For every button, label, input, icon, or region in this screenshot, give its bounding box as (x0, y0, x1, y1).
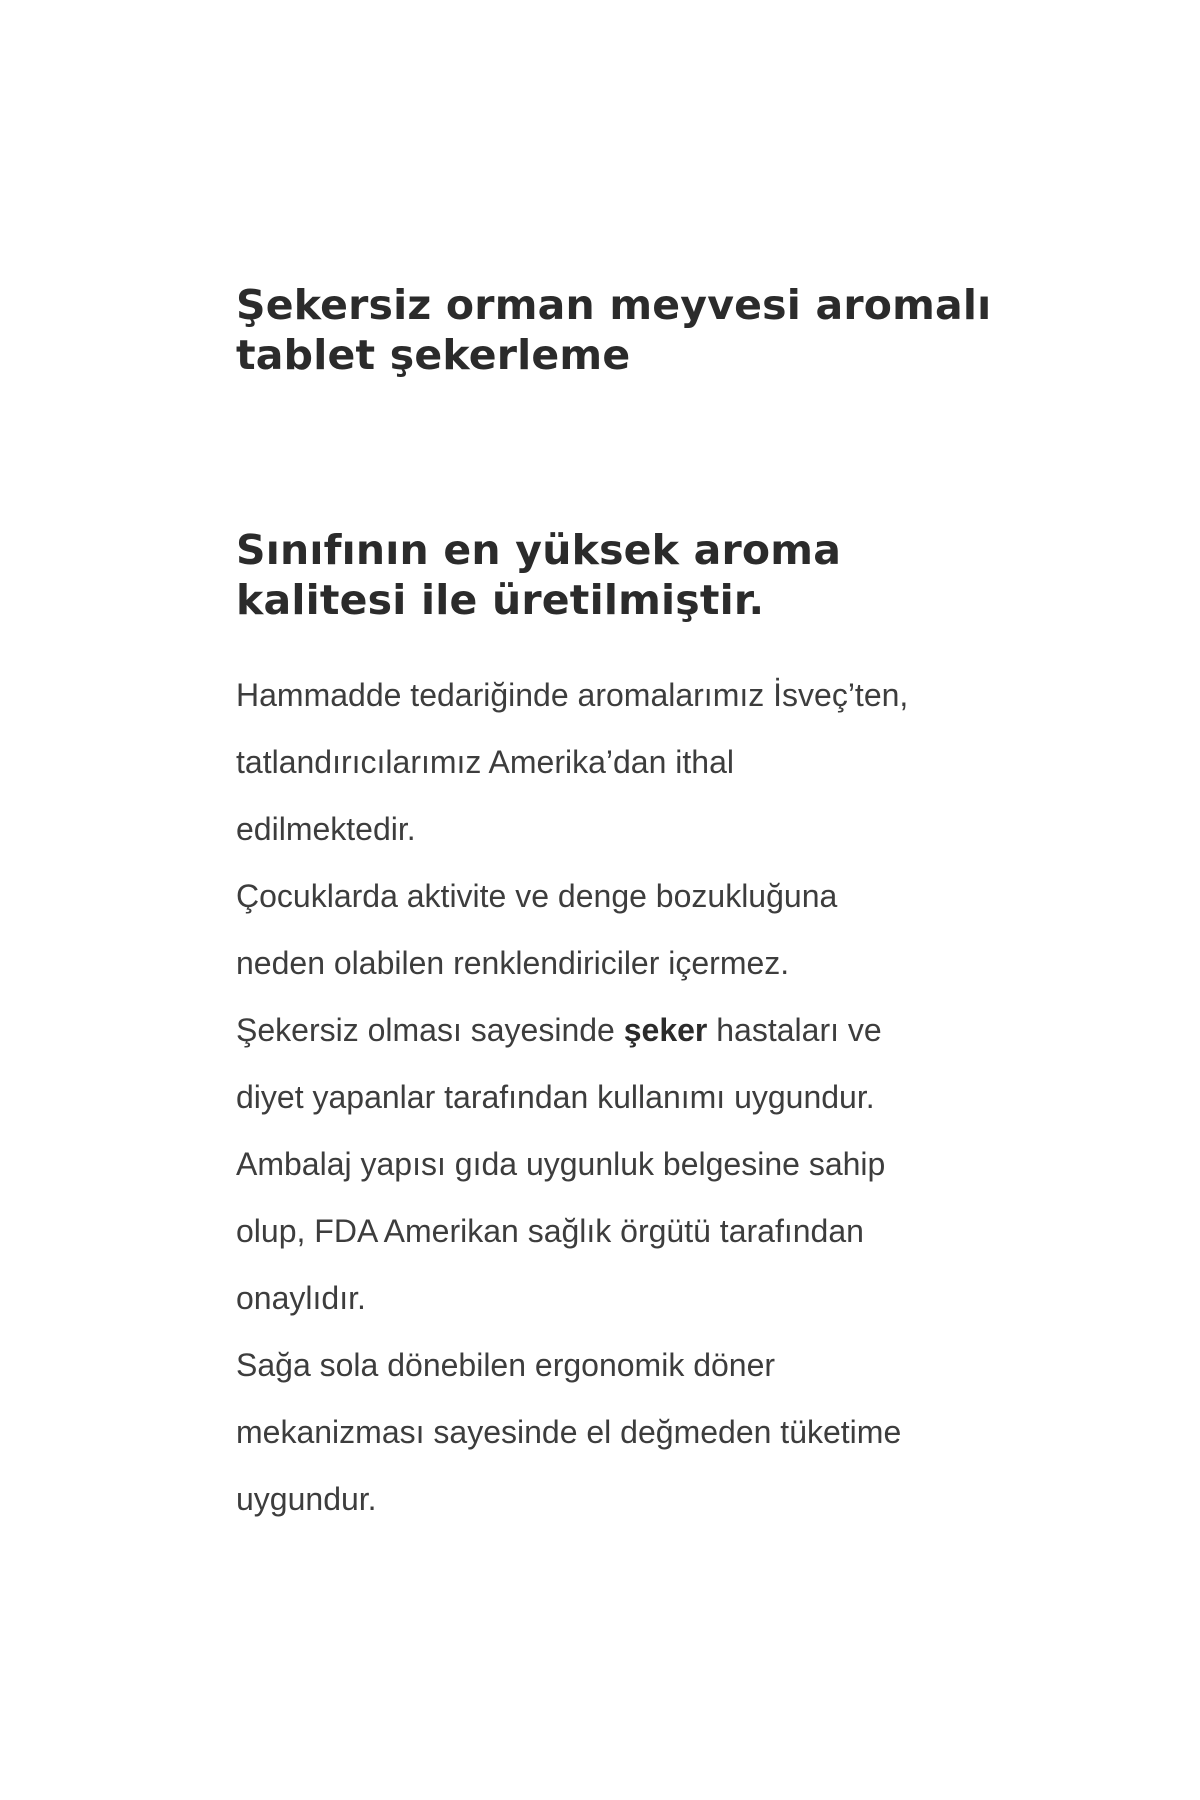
section-heading (236, 525, 1036, 625)
description-line: Çocuklarda aktivite ve denge bozukluğuna (236, 878, 838, 914)
description-line-with-bold (236, 997, 1036, 1064)
description-line: Hammadde tedariğinde aromalarımız İsveç’ten, (236, 677, 909, 713)
description-line: tatlandırıcılarımız Amerika’dan ithal (236, 744, 734, 780)
description-line: Sağa sola dönebilen ergonomik döner (236, 1347, 776, 1383)
description-line: edilmektedir. (236, 811, 416, 847)
description-line: onaylıdır. (236, 1280, 366, 1316)
description-fragment: Şekersiz olması sayesinde (236, 1012, 624, 1048)
product-description (236, 662, 1036, 1533)
description-line: neden olabilen renklendiriciler içermez. (236, 945, 790, 981)
section-heading-line-2: kalitesi ile üretilmiştir. (236, 576, 765, 624)
description-fragment: hastaları ve (707, 1012, 882, 1048)
product-title-line-1: Şekersiz orman meyvesi aromalı (236, 281, 992, 329)
section-heading-line-1: Sınıfının en yüksek aroma (236, 526, 842, 574)
description-line: mekanizması sayesinde el değmeden tüketime (236, 1414, 902, 1450)
description-line: olup, FDA Amerikan sağlık örgütü tarafından (236, 1213, 864, 1249)
description-line: Ambalaj yapısı gıda uygunluk belgesine sahip (236, 1146, 886, 1182)
product-title-line-2: tablet şekerleme (236, 331, 631, 379)
bold-keyword: şeker (623, 1012, 708, 1048)
description-line: uygundur. (236, 1481, 377, 1517)
description-line: diyet yapanlar tarafından kullanımı uygundur. (236, 1079, 875, 1115)
product-title (236, 280, 1036, 380)
